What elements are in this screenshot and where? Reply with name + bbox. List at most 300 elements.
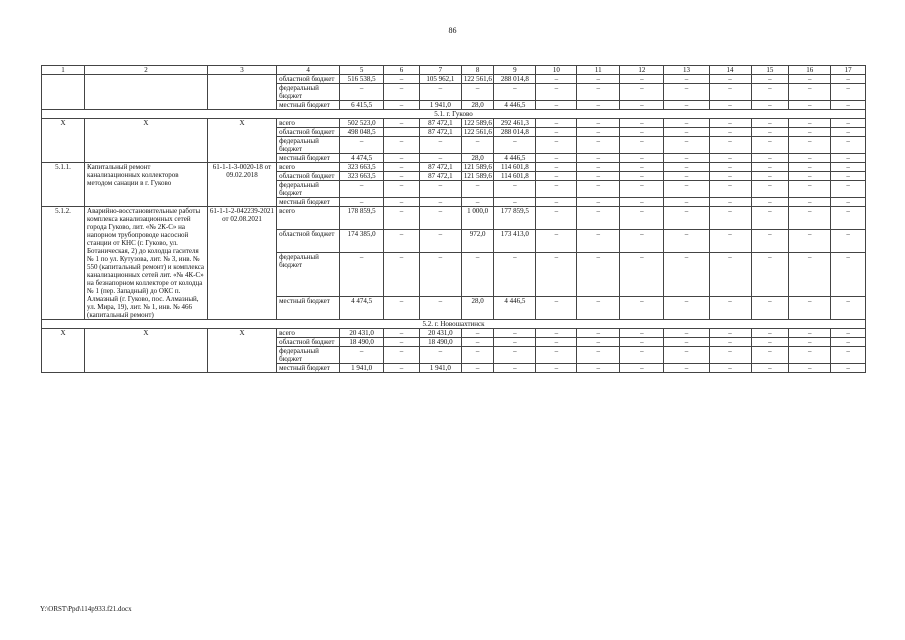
section-title: 5.1. г. Гуково — [42, 110, 866, 119]
value-col-11: – — [577, 84, 620, 101]
value-col-13: – — [664, 198, 709, 207]
value-v8: 972,0 — [461, 230, 494, 253]
value-col-17: – — [831, 338, 866, 347]
empty-cell — [85, 75, 208, 110]
value-col-11: – — [577, 198, 620, 207]
value-col-12: – — [620, 172, 664, 181]
value-col-14: – — [709, 364, 751, 373]
value-col-14: – — [709, 329, 751, 338]
value-col-12: – — [620, 329, 664, 338]
value-col-15: – — [751, 172, 789, 181]
value-col-11: – — [577, 338, 620, 347]
value-col-12: – — [620, 347, 664, 364]
value-col-17: – — [831, 172, 866, 181]
table-row — [42, 207, 866, 230]
value-col-14: – — [709, 338, 751, 347]
value-v8: – — [461, 198, 494, 207]
value-col-11: – — [577, 75, 620, 84]
value-v6: – — [384, 75, 420, 84]
budget-source-label: областной бюджет — [277, 230, 340, 253]
value-col-16: – — [789, 181, 831, 198]
value-col-11: – — [577, 347, 620, 364]
value-col-12: – — [620, 101, 664, 110]
value-col-17: – — [831, 364, 866, 373]
value-col-17: – — [831, 137, 866, 154]
column-number-15: 15 — [751, 66, 789, 75]
budget-source-label: областной бюджет — [277, 172, 340, 181]
budget-source-label: местный бюджет — [277, 101, 340, 110]
value-col-12: – — [620, 253, 664, 297]
value-v9: 4 446,5 — [494, 101, 536, 110]
value-col-11: – — [577, 128, 620, 137]
value-col-10: – — [536, 163, 577, 172]
value-col-10: – — [536, 181, 577, 198]
value-v8: 122 561,6 — [461, 128, 494, 137]
value-v5: 323 663,5 — [340, 163, 384, 172]
value-col-10: – — [536, 347, 577, 364]
value-v6: – — [384, 119, 420, 128]
table-header-row — [42, 66, 866, 75]
value-col-17: – — [831, 154, 866, 163]
value-col-10: – — [536, 296, 577, 319]
item-name: Аварийно-восстановительные работы комплекса канализационных сетей города Гуково, лит. «№ 2К-С» на напорном трубопроводе насосной станции от КНС (г. Гуково, ул. Ботаническая, 2) до колодца гасителя № 1 по ул. Кутузова, лит. № 3, инв. № 550 (капитальный ремонт) и комплекса канализационных сетей лит. «№ 4К-С» на безнапорном коллекторе от колодца № 1 (пер. Западный) до ОКС п. Алмазный (г. Гуково, пос. Алмазный, ул. Мира, 19), лит. № 1, инв. № 466 (капитальный ремонт) — [85, 207, 208, 320]
value-col-16: – — [789, 198, 831, 207]
value-col-11: – — [577, 154, 620, 163]
value-col-16: – — [789, 84, 831, 101]
value-v9: – — [494, 84, 536, 101]
value-col-15: – — [751, 84, 789, 101]
value-v5: – — [340, 253, 384, 297]
column-number-9: 9 — [494, 66, 536, 75]
value-v7: – — [419, 230, 461, 253]
value-col-15: – — [751, 338, 789, 347]
budget-source-label: областной бюджет — [277, 75, 340, 84]
value-col-16: – — [789, 207, 831, 230]
value-v6: – — [384, 230, 420, 253]
value-col-14: – — [709, 347, 751, 364]
value-v8: 28,0 — [461, 154, 494, 163]
value-v6: – — [384, 181, 420, 198]
item-code: 61-1-1-3-0020-18 от 09.02.2018 — [207, 163, 276, 207]
empty-cell — [207, 75, 276, 110]
col1-x: X — [42, 119, 85, 163]
value-col-12: – — [620, 364, 664, 373]
value-col-10: – — [536, 119, 577, 128]
value-col-10: – — [536, 253, 577, 297]
value-col-10: – — [536, 101, 577, 110]
value-col-13: – — [664, 172, 709, 181]
value-v5: – — [340, 198, 384, 207]
value-col-12: – — [620, 84, 664, 101]
value-v7: 105 962,1 — [419, 75, 461, 84]
value-v6: – — [384, 198, 420, 207]
value-col-14: – — [709, 137, 751, 154]
value-col-13: – — [664, 329, 709, 338]
value-v8: 121 589,6 — [461, 172, 494, 181]
value-col-14: – — [709, 296, 751, 319]
value-v7: 18 490,0 — [419, 338, 461, 347]
value-col-17: – — [831, 163, 866, 172]
value-col-16: – — [789, 296, 831, 319]
budget-source-label: федеральный бюджет — [277, 137, 340, 154]
value-col-13: – — [664, 75, 709, 84]
value-col-12: – — [620, 338, 664, 347]
value-col-15: – — [751, 329, 789, 338]
value-v8: 121 589,6 — [461, 163, 494, 172]
value-v5: 20 431,0 — [340, 329, 384, 338]
value-col-13: – — [664, 230, 709, 253]
value-col-11: – — [577, 230, 620, 253]
value-col-16: – — [789, 75, 831, 84]
column-number-12: 12 — [620, 66, 664, 75]
value-col-11: – — [577, 101, 620, 110]
value-col-11: – — [577, 329, 620, 338]
value-v5: 498 048,5 — [340, 128, 384, 137]
value-v9: – — [494, 347, 536, 364]
value-v7: 87 472,1 — [419, 128, 461, 137]
value-v9: 173 413,0 — [494, 230, 536, 253]
value-v5: 323 663,5 — [340, 172, 384, 181]
value-col-10: – — [536, 338, 577, 347]
value-col-16: – — [789, 338, 831, 347]
value-col-12: – — [620, 230, 664, 253]
value-col-16: – — [789, 230, 831, 253]
budget-source-label: областной бюджет — [277, 338, 340, 347]
value-v6: – — [384, 329, 420, 338]
column-number-13: 13 — [664, 66, 709, 75]
value-col-12: – — [620, 128, 664, 137]
budget-source-label: федеральный бюджет — [277, 181, 340, 198]
value-col-14: – — [709, 163, 751, 172]
value-v5: 18 490,0 — [340, 338, 384, 347]
column-number-1: 1 — [42, 66, 85, 75]
value-col-12: – — [620, 119, 664, 128]
page-number: 86 — [448, 26, 457, 35]
value-col-11: – — [577, 172, 620, 181]
value-v8: – — [461, 253, 494, 297]
value-v7: – — [419, 347, 461, 364]
value-col-11: – — [577, 137, 620, 154]
value-col-15: – — [751, 163, 789, 172]
value-col-15: – — [751, 253, 789, 297]
value-col-16: – — [789, 172, 831, 181]
value-col-13: – — [664, 154, 709, 163]
value-v5: 4 474,5 — [340, 296, 384, 319]
value-v5: – — [340, 137, 384, 154]
value-col-17: – — [831, 198, 866, 207]
value-col-17: – — [831, 329, 866, 338]
value-col-13: – — [664, 347, 709, 364]
value-v8: 28,0 — [461, 101, 494, 110]
value-col-16: – — [789, 163, 831, 172]
value-col-11: – — [577, 253, 620, 297]
value-col-16: – — [789, 128, 831, 137]
value-col-17: – — [831, 101, 866, 110]
value-col-11: – — [577, 163, 620, 172]
column-number-8: 8 — [461, 66, 494, 75]
value-v9: – — [494, 364, 536, 373]
value-col-10: – — [536, 329, 577, 338]
value-col-15: – — [751, 101, 789, 110]
column-number-4: 4 — [277, 66, 340, 75]
value-col-11: – — [577, 364, 620, 373]
value-v5: 178 859,5 — [340, 207, 384, 230]
value-col-11: – — [577, 207, 620, 230]
col1-x: X — [42, 329, 85, 373]
value-v8: 1 000,0 — [461, 207, 494, 230]
value-v7: – — [419, 154, 461, 163]
value-col-13: – — [664, 296, 709, 319]
column-number-2: 2 — [85, 66, 208, 75]
value-v6: – — [384, 207, 420, 230]
empty-cell — [42, 75, 85, 110]
budget-source-label: всего — [277, 207, 340, 230]
value-v8: 122 589,6 — [461, 119, 494, 128]
value-col-13: – — [664, 338, 709, 347]
value-col-17: – — [831, 84, 866, 101]
budget-source-label: местный бюджет — [277, 364, 340, 373]
value-col-12: – — [620, 296, 664, 319]
value-v5: 516 538,5 — [340, 75, 384, 84]
value-v8: – — [461, 347, 494, 364]
column-number-16: 16 — [789, 66, 831, 75]
value-col-15: – — [751, 154, 789, 163]
value-col-12: – — [620, 207, 664, 230]
value-col-10: – — [536, 198, 577, 207]
value-v9: – — [494, 137, 536, 154]
value-col-13: – — [664, 84, 709, 101]
value-col-17: – — [831, 181, 866, 198]
value-v8: – — [461, 137, 494, 154]
value-col-16: – — [789, 347, 831, 364]
value-col-15: – — [751, 181, 789, 198]
table-row — [42, 75, 866, 84]
value-v9: – — [494, 253, 536, 297]
budget-table — [41, 65, 866, 373]
budget-source-label: федеральный бюджет — [277, 84, 340, 101]
value-v6: – — [384, 84, 420, 101]
value-col-12: – — [620, 181, 664, 198]
section-title: 5.2. г. Новошахтинск — [42, 320, 866, 329]
value-col-13: – — [664, 128, 709, 137]
value-v7: 87 472,1 — [419, 163, 461, 172]
value-v5: 4 474,5 — [340, 154, 384, 163]
value-v9: 177 859,5 — [494, 207, 536, 230]
value-v7: – — [419, 84, 461, 101]
value-col-12: – — [620, 163, 664, 172]
value-col-14: – — [709, 84, 751, 101]
value-col-10: – — [536, 128, 577, 137]
section-title-row — [42, 320, 866, 329]
value-col-14: – — [709, 75, 751, 84]
budget-source-label: федеральный бюджет — [277, 347, 340, 364]
budget-source-label: всего — [277, 163, 340, 172]
value-col-15: – — [751, 198, 789, 207]
column-number-5: 5 — [340, 66, 384, 75]
value-col-17: – — [831, 347, 866, 364]
value-v9: – — [494, 338, 536, 347]
value-v9: 288 014,8 — [494, 128, 536, 137]
value-col-13: – — [664, 101, 709, 110]
value-col-11: – — [577, 296, 620, 319]
value-v7: – — [419, 137, 461, 154]
footer-file-path: Y:\ORST\Ppd\114p933.f21.docx — [40, 605, 132, 613]
column-number-7: 7 — [419, 66, 461, 75]
value-v7: – — [419, 198, 461, 207]
value-v9: – — [494, 198, 536, 207]
value-col-10: – — [536, 207, 577, 230]
table-row — [42, 329, 866, 338]
value-v7: 87 472,1 — [419, 172, 461, 181]
value-v5: 502 523,0 — [340, 119, 384, 128]
value-col-17: – — [831, 75, 866, 84]
value-col-10: – — [536, 84, 577, 101]
value-col-15: – — [751, 230, 789, 253]
value-col-13: – — [664, 364, 709, 373]
col2-x: X — [85, 119, 208, 163]
value-col-14: – — [709, 253, 751, 297]
value-col-15: – — [751, 207, 789, 230]
value-col-10: – — [536, 230, 577, 253]
value-col-10: – — [536, 172, 577, 181]
value-col-14: – — [709, 198, 751, 207]
value-col-10: – — [536, 137, 577, 154]
value-col-17: – — [831, 253, 866, 297]
section-title-row — [42, 110, 866, 119]
value-col-10: – — [536, 154, 577, 163]
value-col-16: – — [789, 364, 831, 373]
value-v5: – — [340, 84, 384, 101]
value-col-12: – — [620, 198, 664, 207]
item-number: 5.1.2. — [42, 207, 85, 320]
value-v6: – — [384, 163, 420, 172]
budget-source-label: всего — [277, 329, 340, 338]
value-v7: 1 941,0 — [419, 101, 461, 110]
value-v6: – — [384, 347, 420, 364]
value-col-17: – — [831, 230, 866, 253]
col3-x: X — [207, 119, 276, 163]
value-col-12: – — [620, 137, 664, 154]
value-v7: 20 431,0 — [419, 329, 461, 338]
value-v8: – — [461, 329, 494, 338]
column-number-6: 6 — [384, 66, 420, 75]
value-v9: 4 446,5 — [494, 296, 536, 319]
value-v5: – — [340, 181, 384, 198]
value-v5: 6 415,5 — [340, 101, 384, 110]
value-col-12: – — [620, 154, 664, 163]
value-v8: – — [461, 364, 494, 373]
budget-source-label: местный бюджет — [277, 154, 340, 163]
col3-x: X — [207, 329, 276, 373]
value-v9: 288 014,8 — [494, 75, 536, 84]
value-v5: – — [340, 347, 384, 364]
value-col-13: – — [664, 119, 709, 128]
value-v9: 4 446,5 — [494, 154, 536, 163]
value-col-14: – — [709, 101, 751, 110]
column-number-3: 3 — [207, 66, 276, 75]
col2-x: X — [85, 329, 208, 373]
value-v6: – — [384, 364, 420, 373]
value-v6: – — [384, 296, 420, 319]
column-number-14: 14 — [709, 66, 751, 75]
column-number-10: 10 — [536, 66, 577, 75]
value-v9: 292 461,3 — [494, 119, 536, 128]
value-col-16: – — [789, 119, 831, 128]
value-v7: 87 472,1 — [419, 119, 461, 128]
value-col-15: – — [751, 119, 789, 128]
value-col-11: – — [577, 181, 620, 198]
value-col-13: – — [664, 181, 709, 198]
value-col-14: – — [709, 172, 751, 181]
value-col-17: – — [831, 207, 866, 230]
value-v9: – — [494, 329, 536, 338]
value-v9: 114 601,8 — [494, 172, 536, 181]
value-v8: – — [461, 84, 494, 101]
budget-source-label: местный бюджет — [277, 296, 340, 319]
value-col-15: – — [751, 296, 789, 319]
value-col-16: – — [789, 137, 831, 154]
value-v7: – — [419, 253, 461, 297]
value-v5: 1 941,0 — [340, 364, 384, 373]
item-name: Капитальный ремонт канализационных коллекторов методом санации в г. Гуково — [85, 163, 208, 207]
value-col-15: – — [751, 128, 789, 137]
value-col-13: – — [664, 253, 709, 297]
table-row — [42, 119, 866, 128]
value-v6: – — [384, 154, 420, 163]
value-v8: – — [461, 181, 494, 198]
value-v6: – — [384, 137, 420, 154]
value-col-11: – — [577, 119, 620, 128]
value-v5: 174 385,0 — [340, 230, 384, 253]
value-col-13: – — [664, 137, 709, 154]
budget-source-label: федеральный бюджет — [277, 253, 340, 297]
value-v6: – — [384, 253, 420, 297]
value-col-15: – — [751, 75, 789, 84]
value-col-16: – — [789, 101, 831, 110]
value-col-16: – — [789, 154, 831, 163]
value-col-17: – — [831, 128, 866, 137]
value-col-15: – — [751, 137, 789, 154]
value-v6 — [384, 128, 420, 137]
column-number-17: 17 — [831, 66, 866, 75]
value-col-17: – — [831, 119, 866, 128]
value-v8: 28,0 — [461, 296, 494, 319]
item-number: 5.1.1. — [42, 163, 85, 207]
value-v6: – — [384, 172, 420, 181]
item-code: 61-1-1-2-042239-2021 от 02.08.2021 — [207, 207, 276, 320]
value-col-14: – — [709, 119, 751, 128]
value-col-14: – — [709, 230, 751, 253]
value-col-13: – — [664, 207, 709, 230]
value-col-13: – — [664, 163, 709, 172]
value-col-10: – — [536, 75, 577, 84]
value-col-17: – — [831, 296, 866, 319]
budget-source-label: местный бюджет — [277, 198, 340, 207]
value-col-14: – — [709, 154, 751, 163]
value-v7: – — [419, 296, 461, 319]
budget-source-label: всего — [277, 119, 340, 128]
value-col-16: – — [789, 253, 831, 297]
value-col-14: – — [709, 128, 751, 137]
value-col-12: – — [620, 75, 664, 84]
value-col-14: – — [709, 181, 751, 198]
value-v6: – — [384, 101, 420, 110]
value-v7: – — [419, 207, 461, 230]
value-col-15: – — [751, 347, 789, 364]
table-row — [42, 163, 866, 172]
value-v9: – — [494, 181, 536, 198]
value-v6: – — [384, 338, 420, 347]
